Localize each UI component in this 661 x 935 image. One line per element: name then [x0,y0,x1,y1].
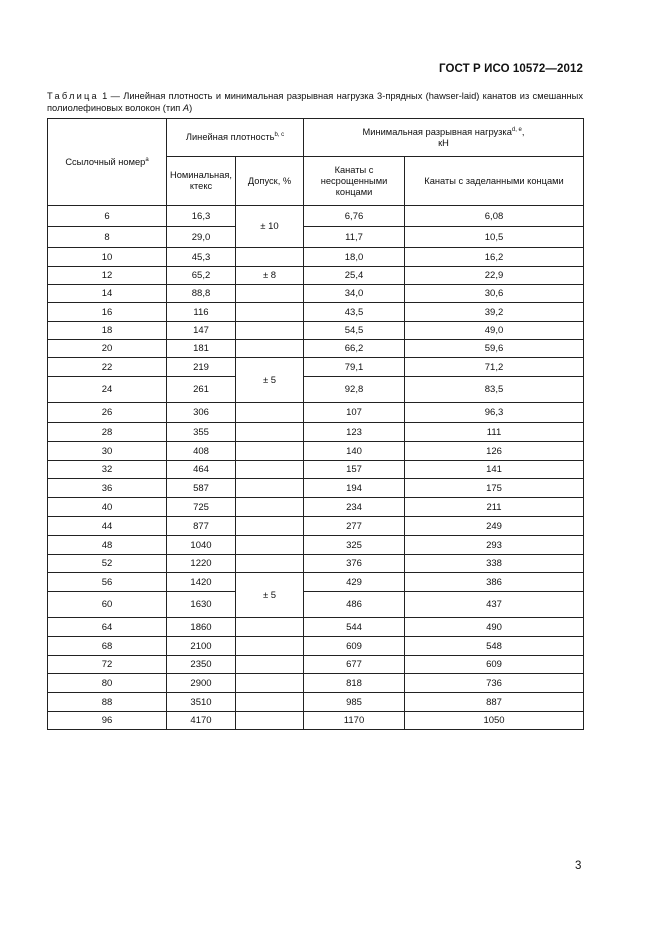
header-load-sup: d, e [511,126,522,133]
cell-tolerance-empty [236,303,304,322]
cell-ref-number: 72 [48,656,167,674]
cell-ref-number: 88 [48,693,167,712]
cell-ref-number: 24 [48,377,167,403]
cell-spliced: 10,5 [405,227,584,248]
cell-spliced: 16,2 [405,248,584,267]
cell-tolerance: ± 10 [236,206,304,248]
cell-spliced: 96,3 [405,403,584,423]
cell-ref-number: 28 [48,423,167,442]
cell-spliced: 249 [405,517,584,536]
header-ref-sup: a [145,156,149,163]
cell-tolerance: ± 8 [236,267,304,285]
cell-unspliced: 25,4 [304,267,405,285]
cell-nominal: 29,0 [167,227,236,248]
table-row [48,403,584,423]
cell-unspliced: 677 [304,656,405,674]
cell-nominal: 306 [167,403,236,423]
cell-tolerance-empty [236,656,304,674]
cell-unspliced: 1170 [304,712,405,730]
cell-tolerance-empty [236,285,304,303]
cell-spliced: 111 [405,423,584,442]
header-spliced: Канаты с заделанными концами [405,157,584,206]
cell-unspliced: 985 [304,693,405,712]
table-body [48,206,584,730]
cell-ref-number: 48 [48,536,167,555]
cell-spliced: 490 [405,618,584,637]
cell-nominal: 181 [167,340,236,358]
cell-spliced: 83,5 [405,377,584,403]
cell-ref-number: 30 [48,442,167,461]
cell-tolerance-empty [236,674,304,693]
table-row [48,267,584,285]
header-nominal: Номинальная, ктекс [167,157,236,206]
cell-unspliced: 376 [304,555,405,573]
cell-tolerance: ± 5 [236,573,304,618]
header-linear-density: Линейная плотность$^{b, c}$ [167,119,304,157]
cell-spliced: 1050 [405,712,584,730]
cell-nominal: 65,2 [167,267,236,285]
cell-tolerance-empty [236,479,304,498]
table-row [48,592,584,618]
cell-unspliced: 54,5 [304,322,405,340]
table-row [48,573,584,592]
header-load-unit: кН [438,137,449,148]
table-row [48,618,584,637]
table-row [48,442,584,461]
cell-unspliced: 43,5 [304,303,405,322]
cell-nominal: 4170 [167,712,236,730]
cell-tolerance-empty [236,618,304,637]
cell-unspliced: 18,0 [304,248,405,267]
page-number: 3 [575,860,582,872]
cell-ref-number: 20 [48,340,167,358]
cell-spliced: 211 [405,498,584,517]
table-row [48,206,584,227]
table-row [48,479,584,498]
table-row [48,248,584,267]
cell-tolerance-empty [236,498,304,517]
header-density-sup: b, c [274,131,285,138]
cell-unspliced: 194 [304,479,405,498]
cell-nominal: 3510 [167,693,236,712]
cell-nominal: 2350 [167,656,236,674]
table-row [48,555,584,573]
header-tolerance: Допуск, % [236,157,304,206]
cell-spliced: 49,0 [405,322,584,340]
cell-unspliced: 123 [304,423,405,442]
cell-ref-number: 8 [48,227,167,248]
table-row [48,227,584,248]
table-row [48,461,584,479]
cell-tolerance-empty [236,322,304,340]
document-id: ГОСТ Р ИСО 10572—2012 [438,63,583,75]
cell-spliced: 293 [405,536,584,555]
cell-ref-number: 26 [48,403,167,423]
cell-unspliced: 11,7 [304,227,405,248]
cell-nominal: 16,3 [167,206,236,227]
cell-tolerance-empty [236,517,304,536]
cell-unspliced: 277 [304,517,405,536]
table-row [48,358,584,377]
table-caption [47,90,583,114]
cell-unspliced: 544 [304,618,405,637]
cell-unspliced: 429 [304,573,405,592]
cell-unspliced: 140 [304,442,405,461]
cell-unspliced: 325 [304,536,405,555]
caption-text-end: ) [189,103,193,113]
cell-nominal: 1420 [167,573,236,592]
cell-ref-number: 68 [48,637,167,656]
cell-nominal: 408 [167,442,236,461]
table-row [48,303,584,322]
table-row [48,517,584,536]
cell-nominal: 1220 [167,555,236,573]
cell-nominal: 88,8 [167,285,236,303]
cell-tolerance: ± 5 [236,358,304,403]
cell-spliced: 59,6 [405,340,584,358]
cell-ref-number: 16 [48,303,167,322]
cell-nominal: 355 [167,423,236,442]
header-unspliced: Канаты с несрощенными концами [304,157,405,206]
cell-ref-number: 80 [48,674,167,693]
cell-tolerance-empty [236,693,304,712]
cell-tolerance-empty [236,340,304,358]
cell-spliced: 30,6 [405,285,584,303]
table-row [48,322,584,340]
cell-spliced: 6,08 [405,206,584,227]
cell-unspliced: 6,76 [304,206,405,227]
cell-unspliced: 486 [304,592,405,618]
cell-spliced: 126 [405,442,584,461]
cell-ref-number: 44 [48,517,167,536]
cell-spliced: 548 [405,637,584,656]
header-ref-number: Ссылочный номер$^a$ [48,119,167,206]
cell-nominal: 2100 [167,637,236,656]
cell-tolerance-empty [236,637,304,656]
table-row [48,340,584,358]
cell-nominal: 877 [167,517,236,536]
cell-spliced: 887 [405,693,584,712]
cell-nominal: 147 [167,322,236,340]
cell-spliced: 71,2 [405,358,584,377]
cell-tolerance-empty [236,403,304,423]
table-row [48,536,584,555]
header-min-breaking-load: Минимальная разрывная нагрузка$^{d, e}$, кН [304,119,584,157]
caption-number: 1 [102,91,108,101]
caption-text: — Линейная плотность и минимальная разрывная нагрузка 3-прядных (hawser-laid) канатов из смешанных полиолефиновых волокон (тип [47,91,583,113]
table-row [48,712,584,730]
cell-spliced: 175 [405,479,584,498]
cell-nominal: 464 [167,461,236,479]
cell-nominal: 1860 [167,618,236,637]
table-row [48,285,584,303]
caption-prefix: Таблица [47,91,99,101]
cell-nominal: 116 [167,303,236,322]
cell-tolerance-empty [236,536,304,555]
cell-spliced: 338 [405,555,584,573]
cell-unspliced: 66,2 [304,340,405,358]
breaking-load-table [47,118,584,730]
cell-spliced: 22,9 [405,267,584,285]
cell-unspliced: 34,0 [304,285,405,303]
cell-nominal: 261 [167,377,236,403]
cell-ref-number: 52 [48,555,167,573]
caption-type-letter: A [182,103,190,113]
cell-unspliced: 234 [304,498,405,517]
cell-nominal: 587 [167,479,236,498]
cell-nominal: 1630 [167,592,236,618]
cell-spliced: 437 [405,592,584,618]
cell-ref-number: 40 [48,498,167,517]
cell-tolerance-empty [236,461,304,479]
cell-spliced: 141 [405,461,584,479]
table-row [48,656,584,674]
cell-tolerance-empty [236,712,304,730]
cell-nominal: 725 [167,498,236,517]
cell-ref-number: 12 [48,267,167,285]
cell-ref-number: 96 [48,712,167,730]
cell-ref-number: 10 [48,248,167,267]
cell-unspliced: 79,1 [304,358,405,377]
cell-ref-number: 18 [48,322,167,340]
cell-spliced: 39,2 [405,303,584,322]
cell-unspliced: 818 [304,674,405,693]
table-row [48,637,584,656]
cell-ref-number: 22 [48,358,167,377]
cell-unspliced: 157 [304,461,405,479]
table-row [48,674,584,693]
cell-nominal: 2900 [167,674,236,693]
cell-ref-number: 56 [48,573,167,592]
cell-tolerance-empty [236,442,304,461]
cell-nominal: 219 [167,358,236,377]
table-row [48,693,584,712]
cell-unspliced: 107 [304,403,405,423]
cell-spliced: 386 [405,573,584,592]
cell-nominal: 45,3 [167,248,236,267]
cell-spliced: 609 [405,656,584,674]
cell-ref-number: 32 [48,461,167,479]
cell-unspliced: 92,8 [304,377,405,403]
cell-tolerance-empty [236,248,304,267]
cell-ref-number: 6 [48,206,167,227]
cell-unspliced: 609 [304,637,405,656]
cell-ref-number: 14 [48,285,167,303]
cell-nominal: 1040 [167,536,236,555]
table-row [48,377,584,403]
cell-tolerance-empty [236,555,304,573]
cell-tolerance-empty [236,423,304,442]
cell-ref-number: 64 [48,618,167,637]
table-row [48,498,584,517]
table-row [48,423,584,442]
cell-ref-number: 60 [48,592,167,618]
cell-spliced: 736 [405,674,584,693]
cell-ref-number: 36 [48,479,167,498]
